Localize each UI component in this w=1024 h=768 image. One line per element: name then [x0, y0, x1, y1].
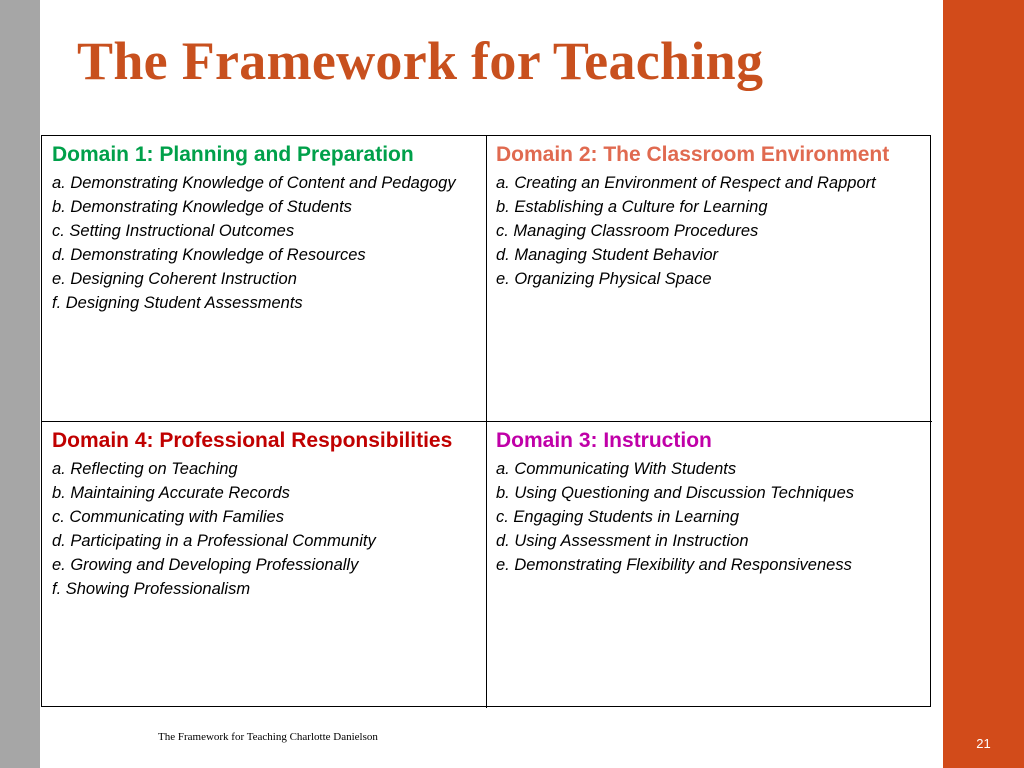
list-item: a. Communicating With Students — [496, 460, 737, 478]
domain-3-heading: Domain 3: Instruction — [496, 429, 712, 452]
list-item: b. Demonstrating Knowledge of Students — [52, 198, 352, 216]
page-number: 21 — [976, 736, 991, 751]
list-item: c. Engaging Students in Learning — [496, 508, 740, 526]
list-item: d. Demonstrating Knowledge of Resources — [52, 246, 366, 264]
list-item: d. Managing Student Behavior — [496, 246, 718, 264]
list-item: e. Organizing Physical Space — [496, 270, 712, 288]
left-side-bar — [0, 0, 40, 768]
slide-title: The Framework for Teaching — [77, 31, 764, 91]
list-item: d. Using Assessment in Instruction — [496, 532, 749, 550]
domain-3-cell — [487, 422, 932, 708]
list-item: b. Maintaining Accurate Records — [52, 484, 290, 502]
list-item: b. Establishing a Culture for Learning — [496, 198, 768, 216]
list-item: e. Designing Coherent Instruction — [52, 270, 297, 288]
domain-1-cell — [42, 136, 487, 422]
domain-2-cell — [487, 136, 932, 422]
list-item: f. Designing Student Assessments — [52, 294, 303, 312]
list-item: b. Using Questioning and Discussion Techniques — [496, 484, 855, 502]
list-item: e. Growing and Developing Professionally — [52, 556, 359, 574]
domain-1-components — [52, 171, 480, 315]
domain-4-components — [52, 457, 480, 601]
list-item: a. Demonstrating Knowledge of Content and Pedagogy — [52, 174, 456, 192]
domains-table — [41, 135, 931, 707]
list-item: c. Managing Classroom Procedures — [496, 222, 759, 240]
list-item: f. Showing Professionalism — [52, 580, 251, 598]
list-item: e. Demonstrating Flexibility and Responsiveness — [496, 556, 852, 574]
domain-4-cell — [42, 422, 487, 708]
domain-1-heading: Domain 1: Planning and Preparation — [52, 143, 414, 166]
slide-footer: The Framework for Teaching Charlotte Danielson — [158, 731, 378, 743]
domain-3-components — [496, 457, 926, 577]
list-item: d. Participating in a Professional Community — [52, 532, 376, 550]
domain-4-heading: Domain 4: Professional Responsibilities — [52, 429, 453, 452]
list-item: c. Setting Instructional Outcomes — [52, 222, 295, 240]
domain-2-components — [496, 171, 926, 291]
list-item: a. Reflecting on Teaching — [52, 460, 238, 478]
right-accent-bar — [943, 0, 1024, 768]
domain-2-heading: Domain 2: The Classroom Environment — [496, 143, 890, 166]
list-item: c. Communicating with Families — [52, 508, 284, 526]
list-item: a. Creating an Environment of Respect and Rapport — [496, 174, 876, 192]
